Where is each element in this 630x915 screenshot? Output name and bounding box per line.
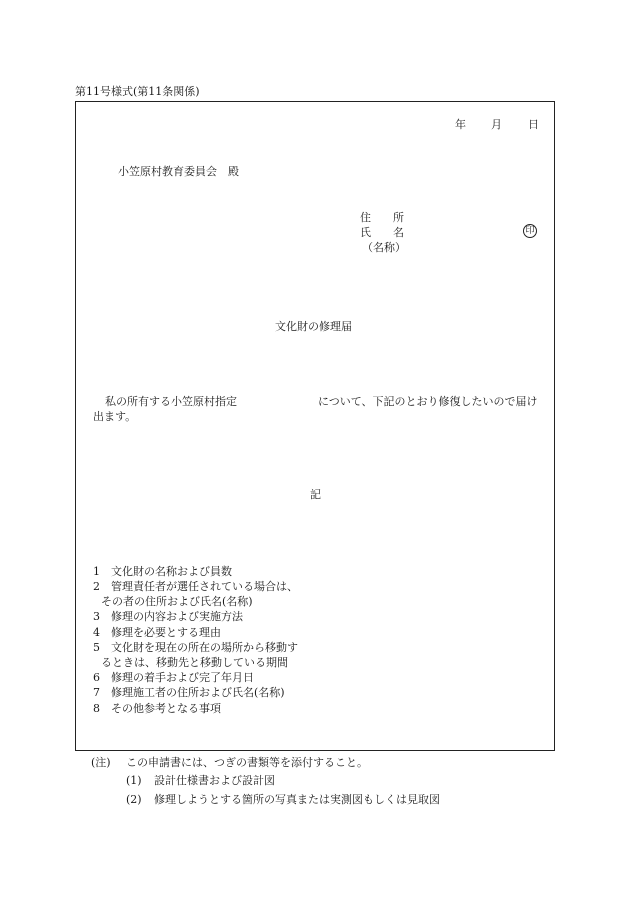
ki-heading: 記 [310,488,321,501]
list-item: 8 その他参考となる事項 [93,702,221,715]
attachment-text: 修理しようとする箇所の写真または実測図もしくは見取図 [154,793,440,806]
body-text-part1: 私の所有する小笠原村指定 [105,395,237,408]
list-item: 1 文化財の名称および員数 [93,565,232,578]
list-item: 5 文化財を現在の所在の場所から移動す [93,641,298,654]
list-item: 6 修理の着手および完了年月日 [93,671,254,684]
form-number: 第11号様式(第11条関係) [75,85,200,98]
addressee: 小笠原村教育委員会 殿 [118,165,239,178]
name-note: （名称） [362,241,406,254]
list-item: るときは、移動先と移動している期間 [101,656,288,669]
list-item: 4 修理を必要とする理由 [93,626,221,639]
note-text: この申請書には、つぎの書類等を添付すること。 [126,756,368,769]
list-item: その者の住所および氏名(名称) [101,595,253,608]
body-text-line2: 出ます。 [93,410,137,423]
seal-mark: 印 [523,224,537,238]
note-label: (注) [91,756,111,769]
list-item: 2 管理責任者が選任されている場合は、 [93,580,298,593]
attachment-text: 設計仕様書および設計図 [154,774,275,787]
name-label: 氏 名 [360,226,404,239]
address-label: 住 所 [360,211,404,224]
date-month-label: 月 [491,118,502,131]
body-text-part2: について、下記のとおり修復したいので届け [318,395,538,408]
document-title: 文化財の修理届 [275,320,352,333]
attachment-number: (2) [126,793,142,806]
attachment-number: (1) [126,774,142,787]
date-day-label: 日 [528,118,539,131]
date-year-label: 年 [455,118,466,131]
list-item: 3 修理の内容および実施方法 [93,610,243,623]
list-item: 7 修理施工者の住所および氏名(名称) [93,686,285,699]
